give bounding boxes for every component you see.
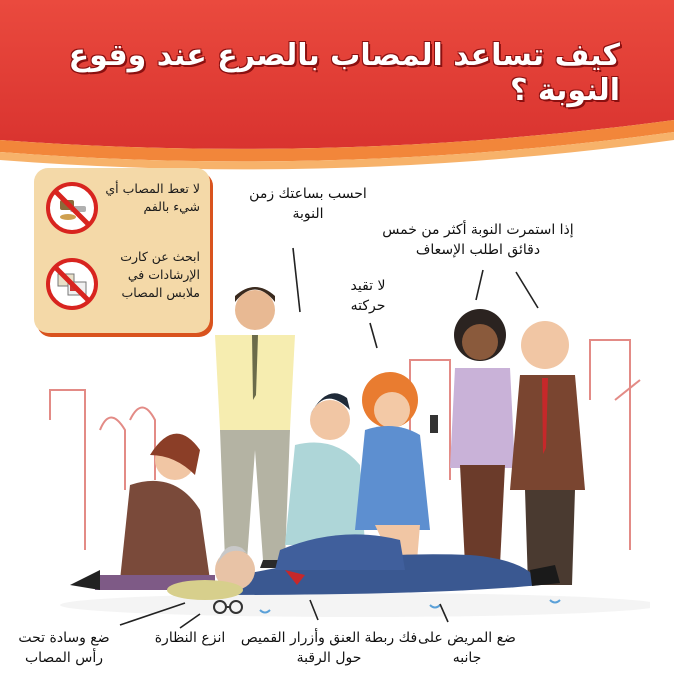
label-time-seizure: احسب بساعتك زمن النوبة [249, 186, 367, 222]
woman-with-phone [430, 309, 515, 565]
label-on-side: ضع المريض على جانبه [418, 630, 516, 666]
label-pillow: ضع وسادة تحت رأس المصاب [18, 630, 110, 666]
label-loosen-tie: فك ربطة العنق وأزرار القميص حول الرقبة [240, 630, 418, 666]
prohibit-mouth-items-icon [46, 182, 98, 234]
tip-find-card: ابحث عن كارت الإرشادات في ملابس المصاب [120, 249, 200, 300]
label-dont-restrict: لا تقيد حركته [350, 278, 386, 314]
man-with-watch [215, 287, 295, 568]
kneeling-woman [70, 434, 215, 590]
label-remove-glasses: انزع النظارة [154, 630, 226, 646]
header-banner [0, 0, 674, 175]
page-title: كيف تساعد المصاب بالصرع عند وقوع النوبة ؟ [68, 38, 620, 108]
label-call-ambulance: إذا استمرت النوبة أكثر من خمس دقائق اطلب الإسعاف [382, 222, 574, 258]
bald-man-with-glasses [510, 321, 585, 585]
floor-shadow [60, 593, 650, 617]
tip-no-mouth-items: لا تعط المصاب أي شيء بالفم [105, 181, 200, 214]
